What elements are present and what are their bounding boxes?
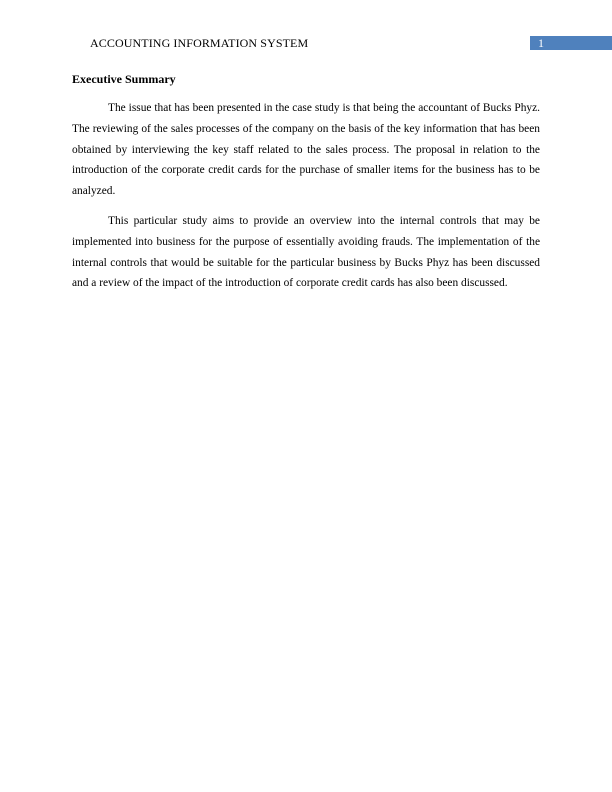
section-heading: Executive Summary — [72, 72, 176, 86]
paragraph-2: This particular study aims to provide an overview into the internal controls that may be implemented into business for the purpose of essentially avoiding frauds. The implementation of the internal controls that would be suitable for the particular business by Bucks Phyz has been discussed and a review of the impact of the introduction of corporate credit cards has also been discussed. — [72, 214, 540, 290]
running-header-title: ACCOUNTING INFORMATION SYSTEM — [90, 36, 309, 50]
page-number-box — [530, 36, 612, 50]
page-number: 1 — [538, 36, 544, 50]
section-body — [72, 98, 540, 303]
paragraph-1: The issue that has been presented in the case study is that being the accountant of Bucks Phyz. The reviewing of the sales processes of the company on the basis of the key information that has been obtained by interviewing the key staff related to the sales process. The proposal in relation to the introduction of the corporate credit cards for the purchase of smaller items for the business has to be analyzed. — [72, 102, 540, 198]
